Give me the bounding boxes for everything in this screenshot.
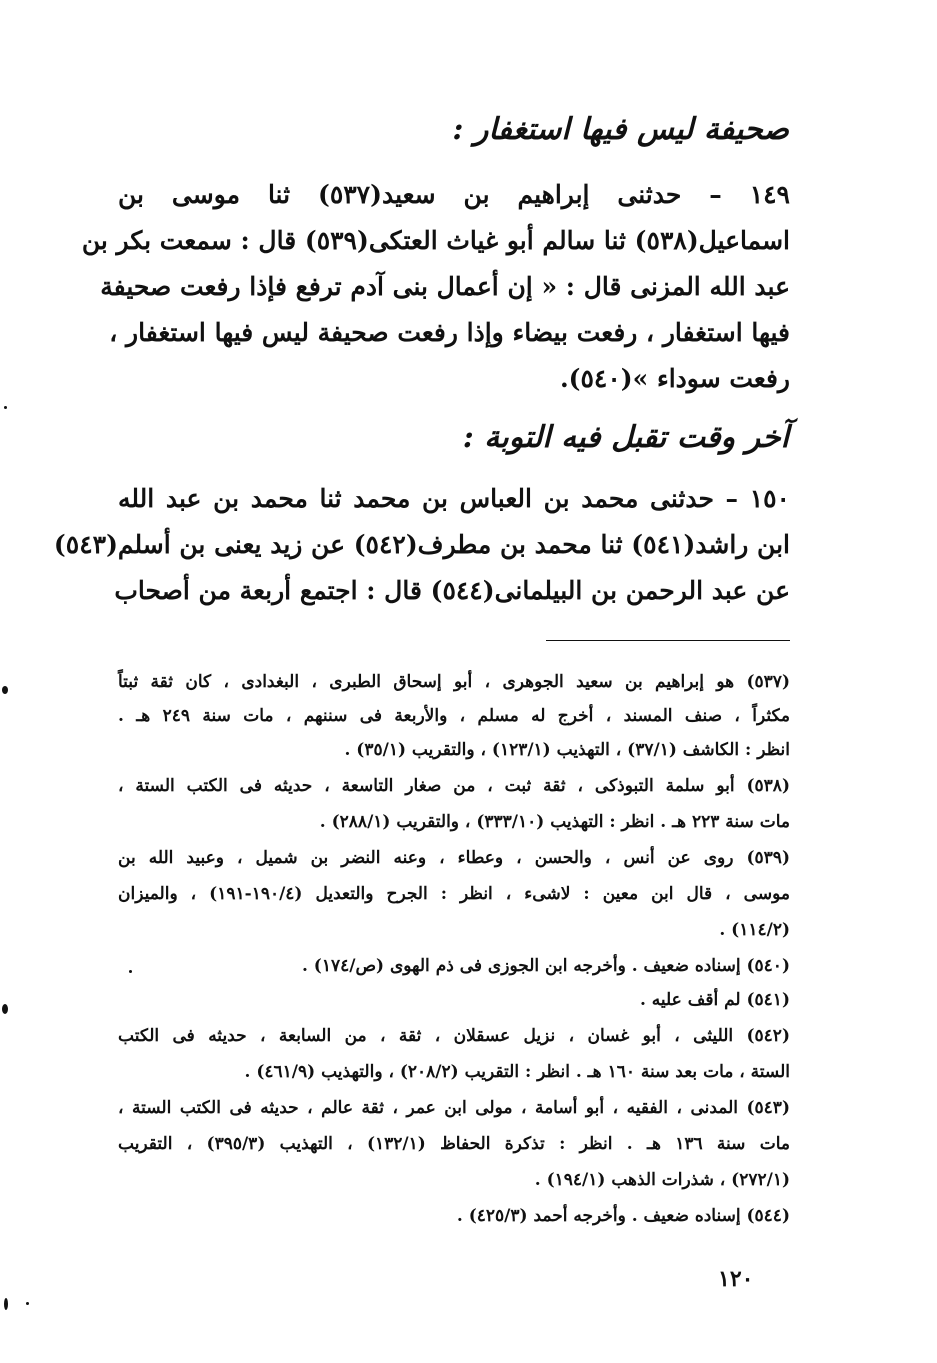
hadith-149-line-1: ١٤٩ – حدثنى إبراهيم بن سعيد(٥٣٧) ثنا موسى بن	[118, 180, 790, 209]
page-number: ١٢٠	[718, 1266, 754, 1292]
scan-speck	[26, 1302, 29, 1305]
scan-speck	[4, 1298, 8, 1310]
footnote-line: (٥٤٣) المدنى ، الفقيه ، أبو أسامة ، مولى ابن عمر ، ثقة عالم ، حديثه فى الكتب الستة ،	[118, 1098, 790, 1118]
footnote-line: مات سنة ١٣٦ هـ . انظر : تذكرة الحفاظ (١٣٢/١) ، التهذيب (٣٩٥/٣) ، التقريب	[118, 1134, 790, 1154]
scan-speck	[2, 686, 8, 694]
footnote-line: (١١٤/٢) .	[719, 920, 790, 940]
section-heading-2: آخر وقت تقبل فيه التوبة :	[462, 420, 789, 455]
hadith-150-line-3: عن عبد الرحمن بن البيلمانى(٥٤٤) قال : اجتمع أربعة من أصحاب	[114, 576, 790, 605]
footnote-line: مات سنة ٢٢٣ هـ . انظر : التهذيب (٣٣٣/١٠) ، والتقريب (٢٨٨/١) .	[319, 812, 790, 832]
footnote-separator	[546, 640, 790, 641]
scan-speck	[129, 970, 132, 973]
footnote-line: الستة ، مات بعد سنة ١٦٠ هـ . انظر : التقريب (٢٠٨/٢) ، والتهذيب (٤٦١/٩) .	[244, 1062, 790, 1082]
hadith-149-line-3: عبد الله المزنى قال : « إن أعمال بنى آدم ترفع فإذا رفعت صحيفة	[100, 272, 790, 301]
footnote-line: (٥٤١) لم أقف عليه .	[639, 990, 790, 1010]
hadith-149-line-5: رفعت سوداء »(٥٤٠).	[559, 364, 790, 393]
hadith-150-line-1: ١٥٠ – حدثنى محمد بن العباس بن محمد ثنا محمد بن عبد الله	[118, 484, 790, 513]
footnote-line: انظر : الكاشف (٣٧/١) ، التهذيب (١٢٣/١) ، والتقريب (٣٥/١) .	[344, 740, 790, 760]
footnote-line: (٥٤٤) إسناده ضعيف . وأخرجه أحمد (٤٢٥/٣) .	[456, 1206, 790, 1226]
footnote-line: (٢٧٢/١) ، شذرات الذهب (١٩٤/١) .	[534, 1170, 790, 1190]
footnote-line: موسى ، قال ابن معين : لاشىء ، انظر : الجرح والتعديل (١٩٠/٤-١٩١) ، والميزان	[118, 884, 790, 904]
scan-speck	[4, 406, 7, 409]
hadith-149-line-2: اسماعيل(٥٣٨) ثنا سالم أبو غياث العتكى(٥٣٩) قال : سمعت بكر بن	[81, 226, 790, 255]
hadith-149-line-4: فيها استغفار ، رفعت بيضاء وإذا رفعت صحيفة ليس فيها استغفار ،	[109, 318, 790, 347]
footnote-line: (٥٤٢) الليثى ، أبو غسان ، نزيل عسقلان ، ثقة ، من السابعة ، حديثه فى الكتب	[118, 1026, 790, 1046]
section-heading-1: صحيفة ليس فيها استغفار :	[452, 112, 789, 147]
hadith-150-line-2: ابن راشد(٥٤١) ثنا محمد بن مطرف(٥٤٢) عن زيد يعنى بن أسلم(٥٤٣)	[53, 530, 790, 559]
footnote-line: (٥٣٨) أبو سلمة التبوذكى ، ثقة ثبت ، من صغار التاسعة ، حديثه فى الكتب الستة ،	[118, 776, 790, 796]
footnote-line: (٥٤٠) إسناده ضعيف . وأخرجه ابن الجوزى فى ذم الهوى (ص/١٧٤) .	[301, 956, 790, 976]
footnote-line: (٥٣٩) روى عن أنس ، والحسن ، وعطاء ، وعنه النضر بن شميل ، وعبيد الله بن	[118, 848, 790, 868]
footnote-line: مكثراً ، صنف المسند ، أخرج له مسلم ، والأربعة فى سننهم ، مات سنة ٢٤٩ هـ .	[118, 706, 790, 726]
scan-speck	[2, 1004, 8, 1014]
footnote-line: (٥٣٧) هو إبراهيم بن سعيد الجوهرى ، أبو إسحاق الطبرى ، البغدادى ، كان ثقة ثبتاً	[118, 672, 790, 692]
